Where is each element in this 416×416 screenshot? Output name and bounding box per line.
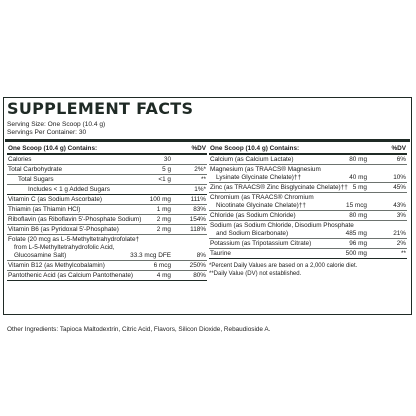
nutrient-daily-value: 45%	[393, 183, 406, 191]
nutrient-name: Glucosamine Salt)	[14, 251, 67, 259]
nutrient-amount: 485 mg	[345, 229, 367, 237]
left-nutrient-row	[7, 215, 207, 225]
nutrient-amount: 1 mg	[156, 205, 171, 213]
nutrient-amount: 100 mg	[149, 195, 171, 203]
nutrient-amount: 80 mg	[349, 155, 367, 163]
left-nutrient-row	[7, 271, 207, 281]
nutrient-amount: 5 g	[162, 165, 171, 173]
nutrient-daily-value: **	[201, 175, 206, 183]
right-nutrient-row	[209, 183, 407, 193]
nutrient-name: Pantothenic Acid (as Calcium Pantothenate)	[8, 271, 134, 279]
nutrient-amount: 30	[163, 155, 171, 163]
nutrient-daily-value: 2%*	[194, 165, 206, 173]
left-nutrient-row	[7, 185, 207, 195]
nutrient-name: Potassium (as Tripotassium Citrate)	[210, 239, 312, 247]
nutrient-daily-value: **	[401, 249, 406, 257]
serving-size: Serving Size: One Scoop (10.4 g)	[7, 121, 106, 128]
left-header-label: One Scoop (10.4 g) Contains:	[8, 145, 98, 152]
nutrient-amount: 4 mg	[156, 271, 171, 279]
nutrient-amount: 15 mcg	[346, 201, 367, 209]
nutrient-amount: 2 mg	[156, 215, 171, 223]
nutrient-amount: 500 mg	[345, 249, 367, 257]
nutrient-daily-value: 80%	[193, 271, 206, 279]
nutrient-name: Thiamin (as Thiamin HCl)	[8, 205, 81, 213]
nutrient-name: Nicotinate Glycinate Chelate)††	[216, 201, 306, 209]
nutrient-daily-value: 83%	[193, 205, 206, 213]
nutrient-name: Chloride (as Sodium Chloride)	[210, 211, 296, 219]
nutrient-name: Zinc (as TRAACS® Zinc Bisglycinate Chelate)††	[210, 183, 348, 191]
nutrient-daily-value: 154%	[189, 215, 206, 223]
nutrient-name: Magnesium (as TRAACS® Magnesium	[210, 165, 321, 173]
right-header-label: One Scoop (10.4 g) Contains:	[210, 145, 300, 152]
nutrient-daily-value: 6%	[396, 155, 406, 163]
nutrient-name: from L-5-Methyltetrahydrofolic Acid,	[14, 243, 115, 251]
nutrient-name: Vitamin B12 (as Methylcobalamin)	[8, 261, 105, 269]
nutrient-amount: 5 mg	[352, 183, 367, 191]
title-rule	[5, 139, 410, 142]
right-nutrient-row	[209, 211, 407, 221]
nutrient-daily-value: 1%*	[194, 185, 206, 193]
nutrient-name: Vitamin B6 (as Pyridoxal 5'-Phosphate)	[8, 225, 119, 233]
nutrient-daily-value: 2%	[396, 239, 406, 247]
nutrient-amount: 2 mg	[156, 225, 171, 233]
nutrient-name: Calcium (as Calcium Lactate)	[210, 155, 294, 163]
left-header-dv: %DV	[191, 145, 206, 152]
left-nutrient-row	[7, 175, 207, 185]
right-header-dv: %DV	[391, 145, 406, 152]
left-nutrient-row	[7, 155, 207, 165]
nutrient-name: Total Sugars	[18, 175, 54, 183]
footnote-dv-basis: *Percent Daily Values are based on a 2,000 calorie diet.	[209, 263, 358, 269]
footnote-dv-not-established: **Daily Value (DV) not established.	[209, 271, 302, 277]
nutrient-daily-value: 250%	[189, 261, 206, 269]
nutrient-name: Sodium (as Sodium Chloride, Disodium Phosphate	[210, 221, 354, 229]
left-column-header	[7, 145, 207, 155]
nutrient-name: Chromium (as TRAACS® Chromium	[210, 193, 314, 201]
nutrient-daily-value: 111%	[190, 195, 206, 203]
right-column-header	[209, 145, 407, 155]
right-nutrient-row	[209, 239, 407, 249]
nutrient-name: Riboflavin (as Riboflavin 5'-Phosphate Sodium)	[8, 215, 142, 223]
nutrient-daily-value: 10%	[393, 173, 406, 181]
footnotes	[209, 262, 407, 278]
nutrient-amount: 6 mcg	[153, 261, 171, 269]
nutrient-name: Vitamin C (as Sodium Ascorbate)	[8, 195, 103, 203]
left-nutrient-row	[7, 195, 207, 205]
nutrient-amount: 80 mg	[349, 211, 367, 219]
nutrient-name: Calories	[8, 155, 32, 163]
nutrient-name: Folate (20 mcg as L-5-Methyltetrahydrofolate†	[8, 235, 140, 243]
nutrient-amount: <1 g	[158, 175, 171, 183]
nutrient-daily-value: 43%	[393, 201, 406, 209]
left-nutrient-row	[7, 235, 207, 261]
panel-title: SUPPLEMENT FACTS	[7, 99, 194, 118]
right-nutrient-row	[209, 155, 407, 165]
right-nutrient-row	[209, 249, 407, 259]
nutrient-name: Total Carbohydrate	[8, 165, 62, 173]
nutrient-name: Taurine	[210, 249, 231, 257]
nutrient-name: Includes < 1 g Added Sugars	[28, 185, 110, 193]
nutrient-daily-value: 3%	[396, 211, 406, 219]
right-nutrient-column	[209, 145, 407, 278]
nutrient-name: and Sodium Bicarbonate)	[216, 229, 289, 237]
right-nutrient-row	[209, 193, 407, 211]
left-nutrient-column	[7, 145, 207, 281]
nutrient-amount: 40 mg	[349, 173, 367, 181]
nutrient-name: Lysinate Glycinate Chelate)††	[216, 173, 302, 181]
right-nutrient-row	[209, 165, 407, 183]
nutrient-daily-value: 21%	[393, 229, 406, 237]
left-nutrient-row	[7, 165, 207, 175]
right-nutrient-row	[209, 221, 407, 239]
left-nutrient-row	[7, 261, 207, 271]
left-nutrient-row	[7, 205, 207, 215]
nutrient-amount: 33.3 mcg DFE	[130, 251, 171, 259]
nutrient-daily-value: 8%	[196, 251, 206, 259]
left-nutrient-row	[7, 225, 207, 235]
nutrient-daily-value: 118%	[190, 225, 206, 233]
servings-per-container: Servings Per Container: 30	[7, 129, 87, 136]
other-ingredients: Other Ingredients: Tapioca Maltodextrin, Citric Acid, Flavors, Silicon Dioxide, Rebaudioside A.	[7, 326, 271, 333]
nutrient-amount: 96 mg	[349, 239, 367, 247]
